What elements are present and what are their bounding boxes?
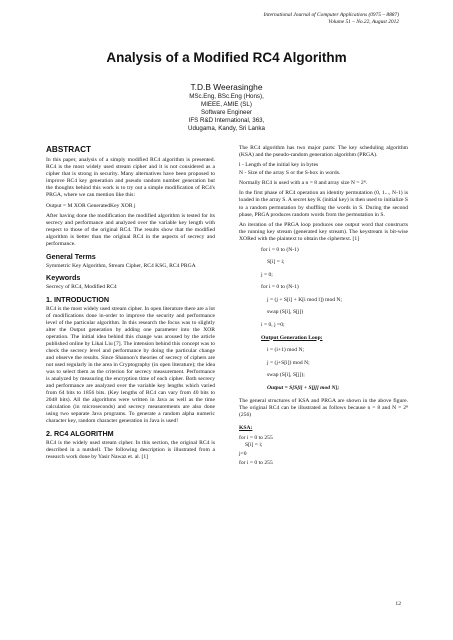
keywords-heading: Keywords — [46, 273, 81, 283]
rc4-algorithm-heading: 2. RC4 ALGORITHM — [46, 428, 114, 438]
author-line: MSc.Eng, BSc.Eng (Hons), — [189, 93, 264, 100]
author-block — [0, 82, 453, 133]
author-name: T.D.B Weerasinghe — [190, 82, 263, 92]
ksa-code-block — [261, 247, 408, 393]
code-line: swap (S[i], S[j]); — [267, 372, 305, 379]
definition-n: N - Size of the array S or the S-box in words. — [239, 169, 341, 176]
journal-header — [264, 12, 399, 26]
paragraph: The general structures of KSA and PRGA are shown in the above figure. The original RC4 can be illustrated as follows because n = 8 and N = 2⁸ (256) — [239, 397, 408, 418]
keywords-text: Secrecy of RC4, Modified RC4 — [46, 284, 117, 291]
code-line: for i = 0 to (N-1) — [261, 246, 299, 253]
code-line: j = (j+S[i]) mod N; — [267, 359, 310, 366]
abstract-heading: ABSTRACT — [46, 145, 92, 154]
paragraph: An iteration of the PRGA loop produces one output word that constructs the running key stream (generated key stream). The keystream is bit-wise XORed with the plaintext to obtain the ciphertext. [1] — [239, 221, 408, 243]
paragraph: The RC4 algorithm has two major parts: The key scheduling algorithm (KSA) and the pseudo-random generation algorithm (PRGA). — [239, 145, 408, 159]
code-line: j = (j + S[i] + K[i mod l]) mod N; — [267, 296, 343, 303]
ksa-line: for i = 0 to 255 — [239, 459, 273, 466]
author-line: MIEEE, AMIE (SL) — [201, 101, 252, 109]
journal-volume: Volume 51 – No.22, August 2012 — [328, 19, 399, 25]
introduction-text: RC4 is the most widely used stream cipher. In open literature there are a lot of modifications done in-order to improve the security and performance level of the particular algorithm. In this research the focus was to slightly alter the Output generation by adding one parameter into the XOR operation. The initial idea behind this change was aroused by the article published online by Likai Liu [7]. The intension behind this concept was to check the secrecy level and performance by doing the particular change and observe the results. Since Shannon's theories of secrecy of ciphers are not used regularly in the area in Cryptography (in open literature); the idea was to select them as the criterion for secrecy measurement. Performance is analyzed by measuring the encryption time of each cipher. Both secrecy and performance are analyzed over the variable key lengths which varied from 64 bits to 1856 bits. (Key lengths of RC4 can vary from 40 bits to 2048 bits). All the algorithms were written in Java as well as the time calculation (in microseconds) and secrecy measurements are also done using two separate Java programs. To generate a random alpha numeric character key, random character generation in Java is used! — [46, 305, 215, 425]
general-terms-text: Symmetric Key Algorithm, Stream Cipher, RC4 KSG, RC4 PRGA — [46, 262, 196, 269]
left-column — [46, 145, 215, 464]
code-line: S[i] = i; — [267, 259, 285, 266]
right-column — [239, 145, 408, 467]
code-line: j = 0; — [261, 271, 273, 278]
formula: Output = M XOR GeneratedKey XOR j — [46, 202, 136, 209]
introduction-heading: 1. INTRODUCTION — [46, 294, 110, 304]
journal-name: International Journal of Computer Applications (0975 – 8887) — [263, 12, 399, 18]
general-terms-heading: General Terms — [46, 251, 96, 261]
ksa-line: j=0 — [239, 450, 247, 457]
abstract-paragraph: In this paper, analysis of a simply modified RC4 algorithm is presented. RC4 is the most widely used stream cipher and it is not considered as a cipher that is strong in security. Many alternatives have been proposed to improve RC4 key generation and pseudo random number generation but the thoughts behind this work is to try out a simple modification of RC4's PRGA, where we can mention like this: — [46, 157, 215, 199]
paper-title: Analysis of a Modified RC4 Algorithm — [106, 50, 347, 65]
rc4-algorithm-text: RC4 is the widely used stream cipher. In this section, the original RC4 is described in a nutshell. The following description is illustrated from a research work done by Yasir Nawaz et. al. [1] — [46, 439, 215, 460]
paragraph: Normally RC4 is used with a n = 8 and array size N = 2⁸. — [239, 179, 368, 186]
author-line: IFS R&D International, 363, — [188, 117, 265, 125]
output-generation-heading: Output Generation Loop: — [261, 334, 323, 341]
ksa-line: S[i] = i; — [245, 441, 263, 448]
page-number: 12 — [395, 601, 401, 607]
code-line: swap (S[i], S[j]) — [267, 309, 304, 316]
abstract-paragraph: After having done the modification the modified algorithm is tested for its secrecy and performance and analyzed over the variable key length with respect to those of the original RC4. The results show that the modified algorithm is better than the original RC4 in the aspects of secrecy and performance. — [46, 213, 215, 248]
author-line: Udugama, Kandy, Sri Lanka — [188, 125, 265, 133]
paragraph: In the first phase of RC4 operation an identity permutation (0, 1..., N-1) is loaded in the array S. A secret key K (initial key) is then used to initialize S to a random permutation by shuffling the words in S. During the second phase, PRGA produces random words from the permutation in S. — [239, 190, 408, 218]
code-line: i = 0, j =0; — [261, 322, 285, 329]
code-line: for i = 0 to (N-1) — [261, 284, 299, 291]
ksa-line: for i = 0 to 255 — [239, 434, 273, 441]
ksa-heading: KSA: — [239, 424, 253, 431]
definition-l: l - Length of the initial key in bytes — [239, 162, 319, 169]
output-formula: Output = S[S[i] + S[j]] mod N]; — [267, 385, 340, 392]
code-line: i = (i+1) mod N; — [267, 347, 305, 354]
author-line: Software Engineer — [201, 109, 252, 117]
